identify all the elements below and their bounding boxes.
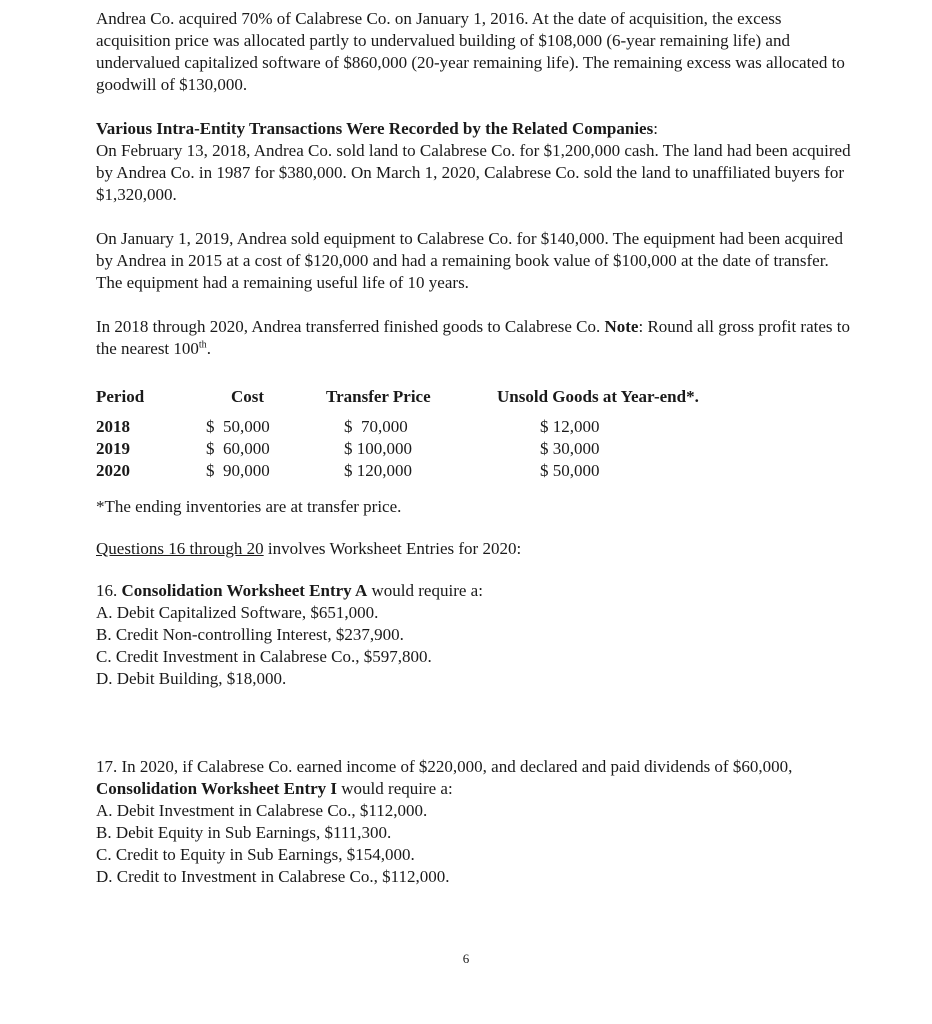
goods-note-text: : Round all gross profit rates to the nearest 100: [96, 317, 850, 358]
goods-note-label: Note: [604, 317, 639, 336]
row-unsold-goods: $ 30,000: [540, 439, 600, 458]
row-period: 2020: [96, 461, 130, 480]
question-17: [96, 756, 856, 888]
question-16-option-c: C. Credit Investment in Calabrese Co., $597,800.: [96, 647, 432, 666]
row-cost: $ 50,000: [206, 417, 270, 436]
question-17-option-d: D. Credit to Investment in Calabrese Co., $112,000.: [96, 867, 450, 886]
intro-paragraph: Andrea Co. acquired 70% of Calabrese Co. on January 1, 2016. At the date of acquisition, the excess acquisition price was allocated partly to undervalued building of $108,000 (6-year remaining life) and undervalued capitalized software of $860,000 (20-year remaining life). The remaining excess was allocated to goodwill of $130,000.: [96, 9, 845, 94]
equipment-paragraph: On January 1, 2019, Andrea sold equipment to Calabrese Co. for $140,000. The equipment had been acquired by Andrea in 2015 at a cost of $120,000 and had a remaining book value of $100,000 at the date of transfer. The equipment had a remaining useful life of 10 years.: [96, 229, 844, 292]
header-period: Period: [96, 387, 145, 406]
question-17-rest: would require a:: [337, 779, 453, 798]
page-number: 6: [462, 951, 470, 966]
question-16-bold: Consolidation Worksheet Entry A: [121, 581, 368, 600]
land-paragraph: On February 13, 2018, Andrea Co. sold land to Calabrese Co. for $1,200,000 cash. The land had been acquired by Andrea Co. in 1987 for $380,000. On March 1, 2020, Calabrese Co. sold the land to unaffiliated buyers for $1,320,000.: [96, 141, 851, 204]
question-17-stem: [96, 756, 856, 800]
row-cost: $ 90,000: [206, 461, 270, 480]
question-16-rest: would require a:: [367, 581, 483, 600]
goods-paragraph-start: In 2018 through 2020, Andrea transferred finished goods to Calabrese Co.: [96, 317, 601, 336]
questions-range-link: Questions 16 through 20: [96, 539, 264, 558]
transactions-heading: [96, 118, 856, 140]
row-period: 2019: [96, 439, 130, 458]
table-row: [96, 416, 856, 438]
question-17-bold: Consolidation Worksheet Entry I: [96, 779, 338, 798]
row-unsold-goods: $ 50,000: [540, 461, 600, 480]
header-transfer-price: Transfer Price: [326, 387, 431, 406]
questions-intro: [96, 538, 856, 560]
row-period: 2018: [96, 417, 130, 436]
question-16-number: 16.: [96, 581, 118, 600]
question-16: [96, 580, 856, 690]
table-row: [96, 438, 856, 460]
row-transfer-price: $ 120,000: [344, 461, 412, 480]
table-footnote: *The ending inventories are at transfer price.: [96, 497, 402, 516]
transactions-heading-text: Various Intra-Entity Transactions Were Recorded by the Related Companies: [96, 119, 654, 138]
header-cost: Cost: [231, 387, 265, 406]
question-17-start: 17. In 2020, if Calabrese Co. earned income of $220,000, and declared and paid dividends of $60,000,: [96, 757, 793, 776]
row-unsold-goods: $ 12,000: [540, 417, 600, 436]
goods-note-sup: th: [198, 339, 207, 351]
transactions-heading-colon: :: [653, 119, 658, 138]
question-16-stem: [96, 580, 856, 602]
question-16-option-b: B. Credit Non-controlling Interest, $237,900.: [96, 625, 404, 644]
question-16-option-d: D. Debit Building, $18,000.: [96, 669, 287, 688]
questions-intro-rest: involves Worksheet Entries for 2020:: [263, 539, 522, 558]
header-unsold-goods: Unsold Goods at Year-end*.: [497, 387, 699, 406]
row-cost: $ 60,000: [206, 439, 270, 458]
goods-note-end: .: [206, 339, 211, 358]
row-transfer-price: $ 100,000: [344, 439, 412, 458]
document-page: [96, 8, 856, 888]
table-row: [96, 460, 856, 482]
row-transfer-price: $ 70,000: [344, 417, 408, 436]
transfer-table: [96, 386, 856, 496]
goods-paragraph: [96, 316, 856, 360]
question-17-option-a: A. Debit Investment in Calabrese Co., $112,000.: [96, 801, 428, 820]
question-16-option-a: A. Debit Capitalized Software, $651,000.: [96, 603, 379, 622]
question-17-option-c: C. Credit to Equity in Sub Earnings, $154,000.: [96, 845, 415, 864]
question-17-option-b: B. Debit Equity in Sub Earnings, $111,300.: [96, 823, 392, 842]
